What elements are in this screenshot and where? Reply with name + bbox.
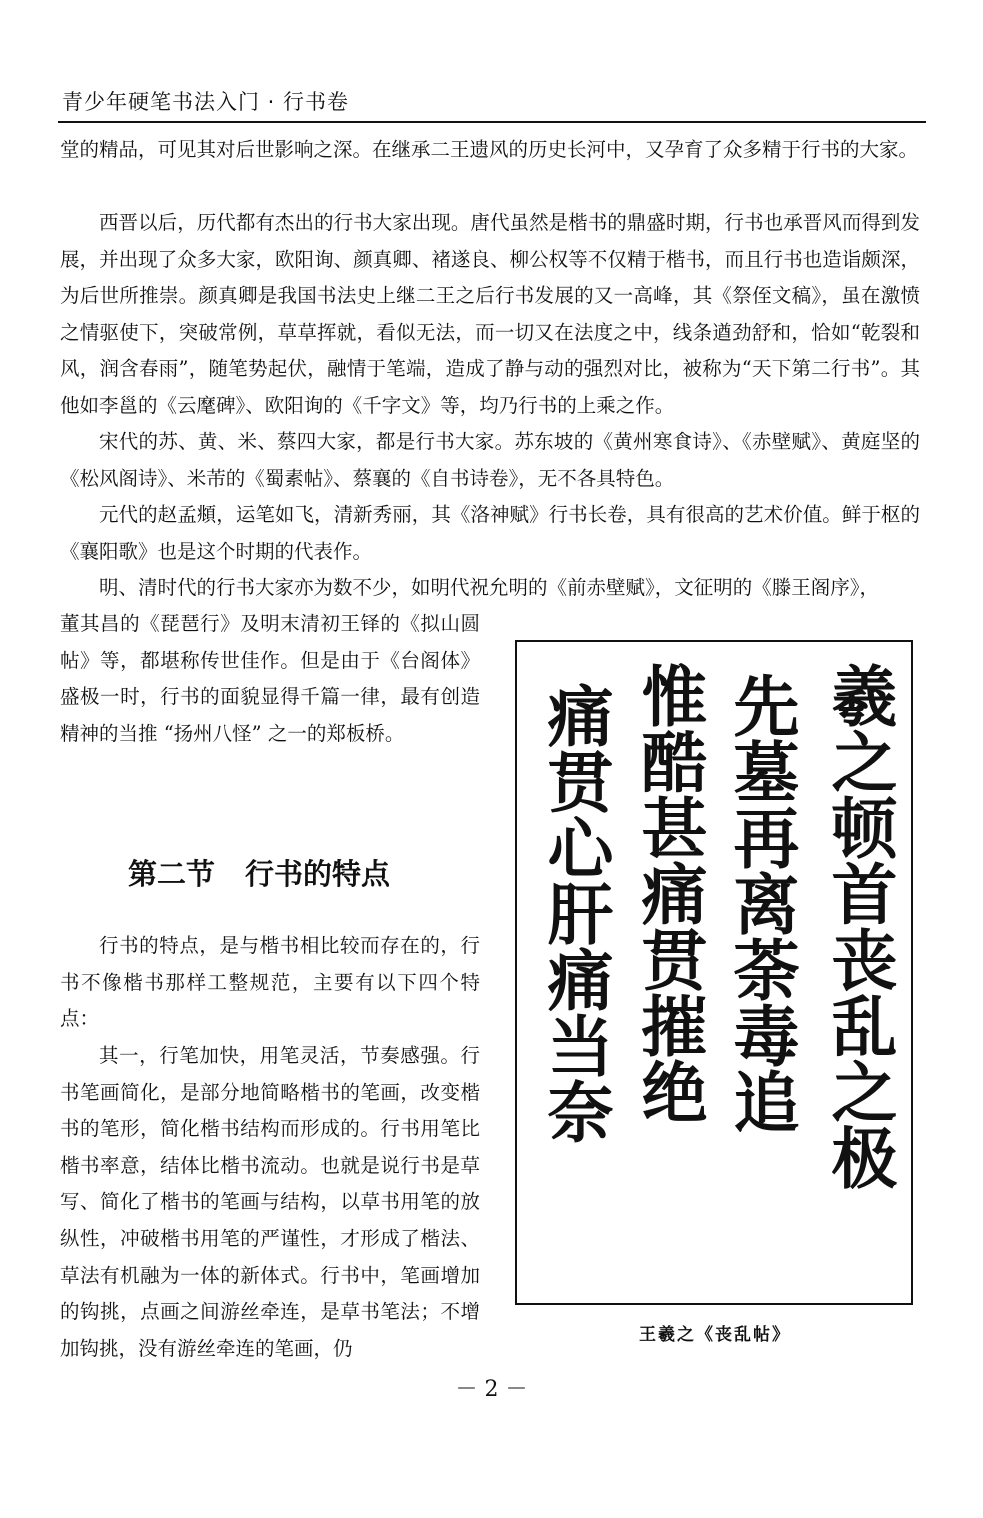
running-header: 青少年硬笔书法入门 · 行书卷 <box>62 90 350 114</box>
body-paragraph-5: 明、清时代的行书大家亦为数不少，如明代祝允明的《前赤壁赋》，文征明的《滕王阁序》， <box>99 576 880 599</box>
section-paragraph-2: 其一，行笔加快，用笔灵活，节奏感强。行书笔画简化，是部分地简略楷书的笔画，改变楷书的笔形，简化楷书结构而形成的。行书用笔比楷书率意，结体比楷书流动。也就是说行书是草写、简化了楷书的笔画与结构，以草书用笔的放纵性，冲破楷书用笔的严谨性，才形成了楷法、草法有机融为一体的新体式。行书中，笔画增加的钩挑，点画之间游丝牵连，是草书笔法；不增加钩挑，没有游丝牵连的笔画，仍 <box>60 1044 480 1360</box>
body-paragraph-3: 宋代的苏、黄、米、蔡四大家，都是行书大家。苏东坡的《黄州寒食诗》、《赤壁赋》、黄庭坚的《松风阁诗》、米芾的《蜀素帖》、蔡襄的《自书诗卷》，无不各具特色。 <box>60 430 920 490</box>
calligraphy-column-1-text: 羲之顿首丧乱之极 <box>820 662 898 1190</box>
body-paragraph-4: 元代的赵孟頫，运笔如飞，清新秀丽，其《洛神赋》行书长卷，具有很高的艺术价值。鲜于枢的《襄阳歌》也是这个时期的代表作。 <box>60 503 920 563</box>
calligraphy-figure <box>515 640 913 1305</box>
section-number: 第二节 <box>128 857 216 891</box>
section-paragraph-1: 行书的特点，是与楷书相比较而存在的，行书不像楷书那样工整规范，主要有以下四个特点： <box>60 934 480 1031</box>
body-paragraph-2: 西晋以后，历代都有杰出的行书大家出现。唐代虽然是楷书的鼎盛时期，行书也承晋风而得到发展，并出现了众多大家，欧阳询、颜真卿、褚遂良、柳公权等不仅精于楷书，而且行书也造诣颇深，为后世所推崇。颜真卿是我国书法史上继二王之后行书发展的又一高峰，其《祭侄文稿》，虽在激愤之情驱使下，突破常例，草草挥就，看似无法，而一切又在法度之中，线条遒劲舒和，恰如“乾裂和风，润含春雨”，随笔势起伏，融情于笔端，造成了静与动的强烈对比，被称为“天下第二行书”。其他如李邕的《云麾碑》、欧阳询的《千字文》等，均乃行书的上乘之作。 <box>60 211 920 417</box>
section-title: 行书的特点 <box>245 857 391 891</box>
page-number: － 2 － <box>455 1377 528 1402</box>
figure-caption: 王羲之《丧乱帖》 <box>639 1325 791 1345</box>
section-heading <box>128 852 390 893</box>
calligraphy-column-2-text: 先墓再离荼毒追 <box>722 672 800 1134</box>
calligraphy-column-3-text: 惟酷甚痛贯摧绝 <box>630 662 708 1124</box>
body-paragraph-1: 堂的精品，可见其对后世影响之深。在继承二王遗风的历史长河中，又孕育了众多精于行书的大家。 <box>60 138 919 161</box>
header-rule <box>58 121 926 123</box>
calligraphy-column-4-text: 痛贯心肝痛当奈 <box>536 682 614 1144</box>
body-paragraph-6: 董其昌的《琵琶行》及明末清初王铎的《拟山圆帖》等，都堪称传世佳作。但是由于《台阁体》盛极一时，行书的面貌显得千篇一律，最有创造精神的当推 “扬州八怪” 之一的郑板桥。 <box>60 612 480 745</box>
